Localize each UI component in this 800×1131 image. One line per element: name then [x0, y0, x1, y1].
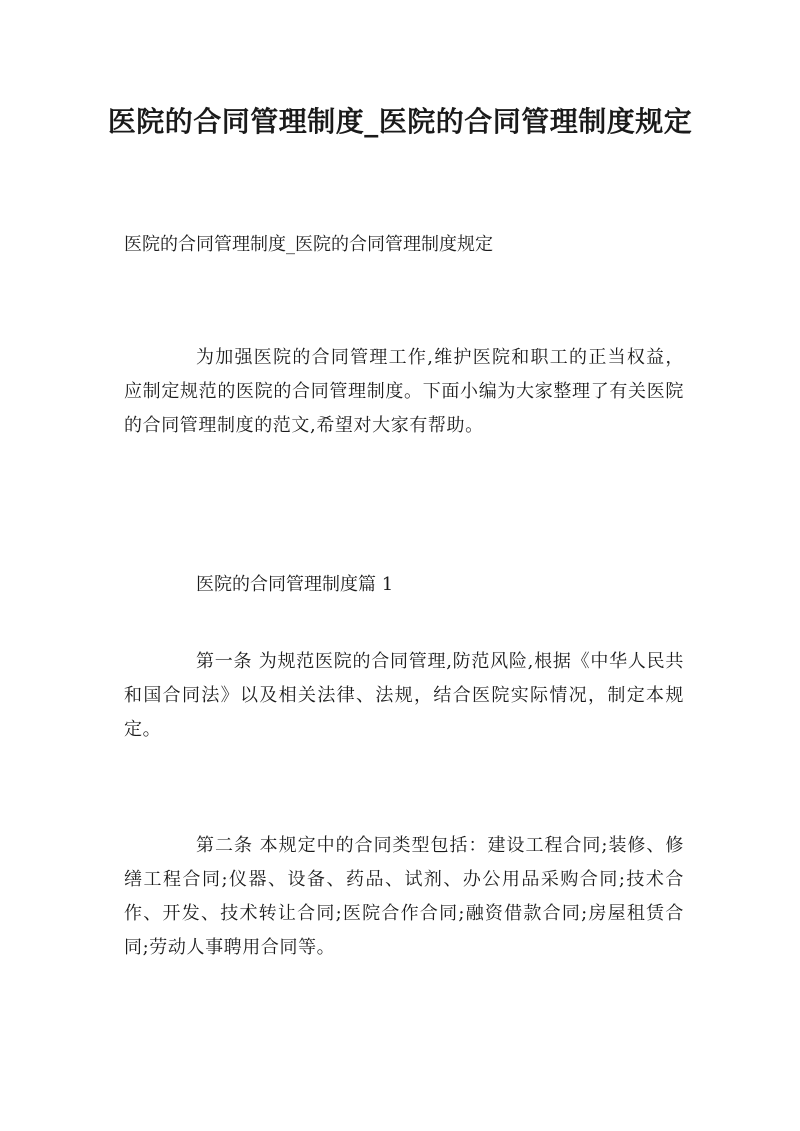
intro-paragraph: 为加强医院的合同管理工作,维护医院和职工的正当权益，应制定规范的医院的合同管理制度。下面小编为大家整理了有关医院的合同管理制度的范文,希望对大家有帮助。 [124, 347, 684, 436]
document-subtitle: 医院的合同管理制度_医院的合同管理制度规定 [124, 234, 493, 255]
document-title: 医院的合同管理制度_医院的合同管理制度规定 [107, 105, 693, 138]
article-1-paragraph: 第一条 为规范医院的合同管理,防范风险,根据《中华人民共和国合同法》以及相关法律、法规，结合医院实际情况，制定本规定。 [124, 651, 684, 740]
article-2-paragraph: 第二条 本规定中的合同类型包括：建设工程合同;装修、修缮工程合同;仪器、设备、药品、试剂、办公用品采购合同;技术合作、开发、技术转让合同;医院合作合同;融资借款合同;房屋租赁合同;劳动人事聘用合同等。 [124, 835, 684, 958]
section-heading: 医院的合同管理制度篇 1 [196, 574, 394, 595]
